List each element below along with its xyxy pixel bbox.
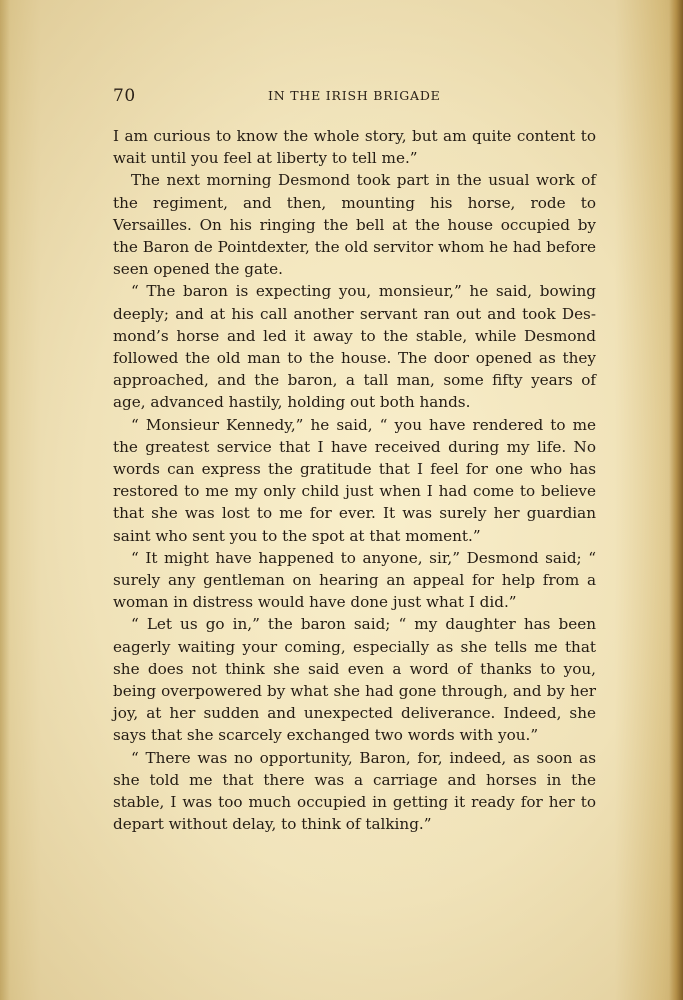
page-right-edge <box>669 0 683 1000</box>
body-text <box>113 125 596 836</box>
paragraph: “ It might have happened to anyone, sir,” Desmond said; “ surely any gentleman on hearing an appeal for help from a woman in distress would have done just what I did.” <box>113 548 596 612</box>
paragraph: “ The baron is expecting you, monsieur,” he said, bowing deeply; and at his call another servant ran out and took Desmond’s horse and led it away to the stable, while Desmond followed the old man to the house. The door opened as they approached, and the baron, a tall man, some fifty years of age, advanced hastily, holding out both hands. <box>113 282 596 412</box>
page-header <box>113 86 596 108</box>
paragraph: “ Let us go in,” the baron said; “ my daughter has been eagerly waiting your coming, especially as she tells me that she does not think she said even a word of thanks to you, being overpowered by what she had gone through, and by her joy, at her sudden and unexpected deliverance. Indeed, she says that she scarcely exchanged two words with you.” <box>113 615 596 745</box>
paragraph: “ There was no opportunity, Baron, for, indeed, as soon as she told me that there was a carriage and horses in the stable, I was too much occupied in getting it ready for her to depart without delay, to think of talking.” <box>113 748 596 834</box>
page-left-shadow <box>0 0 10 1000</box>
running-head: IN THE IRISH BRIGADE <box>268 88 441 103</box>
page-number: 70 <box>113 86 136 106</box>
paragraph: The next morning Desmond took part in the usual work of the regiment, and then, mounting his horse, rode to Versailles. On his ringing the bell at the house occupied by the Baron de Pointdexter, the old servitor whom he had before seen opened the gate. <box>113 171 596 279</box>
paragraph: I am curious to know the whole story, but am quite content to wait until you feel at liberty to tell me.” <box>113 127 596 168</box>
paragraph: “ Monsieur Kennedy,” he said, “ you have rendered to me the greatest service that I have received during my life. No words can express the gratitude that I feel for one who has restored to me my only child just when I had come to believe that she was lost to me for ever. It was surely her guardian saint who sent you to the spot at that moment.” <box>113 415 596 545</box>
